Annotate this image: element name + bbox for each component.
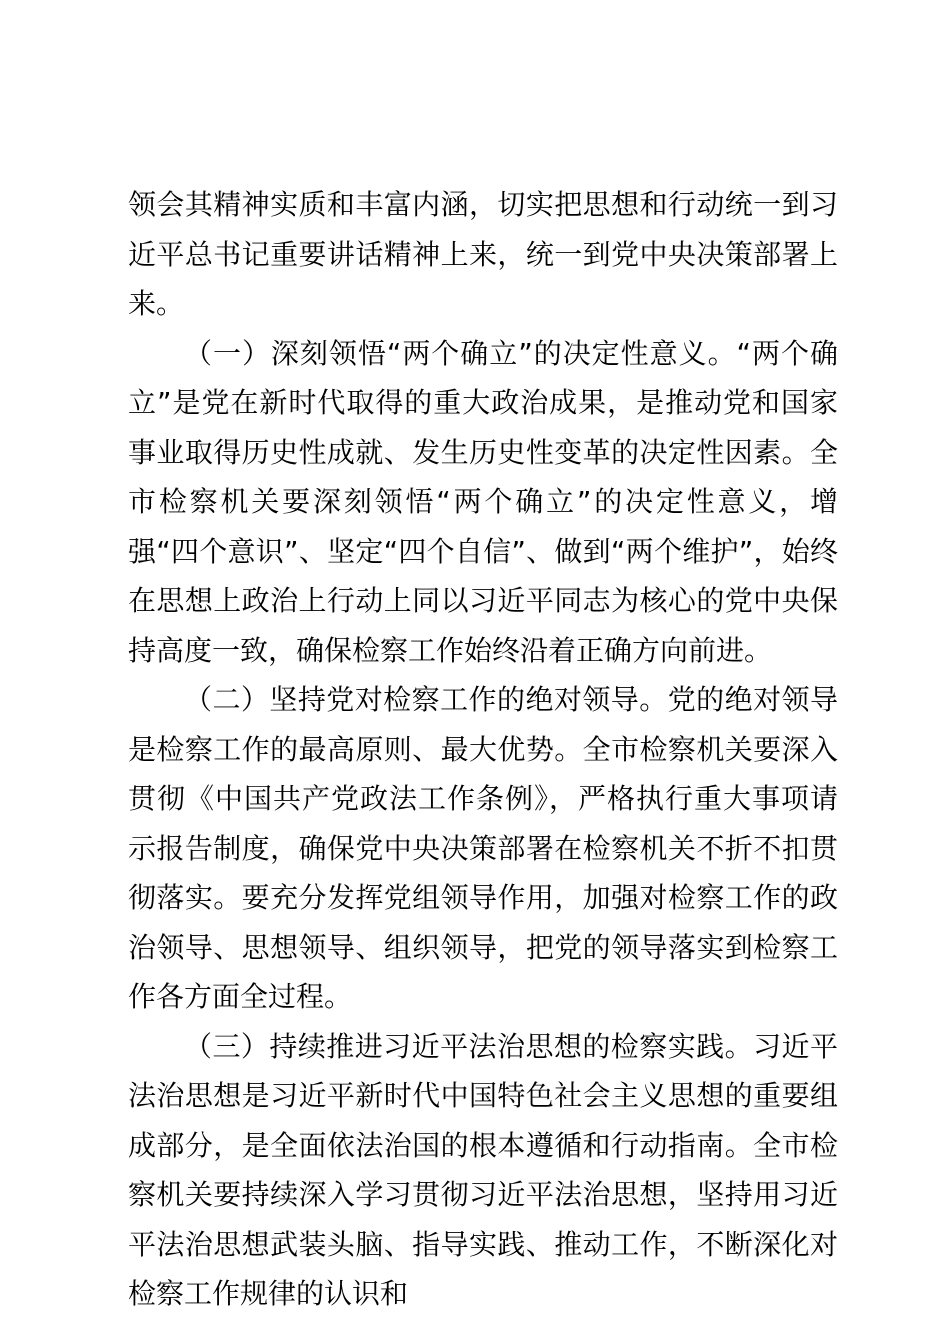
paragraph-section-2: （二）坚持党对检察工作的绝对领导。党的绝对领导是检察工作的最高原则、最大优势。全市检察机关要深入贯彻《中国共产党政法工作条例》，严格执行重大事项请示报告制度，确保党中央决策部署在检察机关不折不扣贯彻落实。要充分发挥党组领导作用，加强对检察工作的政治领导、思想领导、组织领导，把党的领导落实到检察工作各方面全过程。 [128, 683, 838, 1013]
paragraph-section-3: （三）持续推进习近平法治思想的检察实践。习近平法治思想是习近平新时代中国特色社会主义思想的重要组成部分，是全面依法治国的根本遵循和行动指南。全市检察机关要持续深入学习贯彻习近平法治思想，坚持用习近平法治思想武装头脑、指导实践、推动工作，不断深化对检察工作规律的认识和 [128, 1029, 838, 1310]
paragraph-section-1: （一）深刻领悟“两个确立”的决定性意义。“两个确立”是党在新时代取得的重大政治成果，是推动党和国家事业取得历史性成就、发生历史性变革的决定性因素。全市检察机关要深刻领悟“两个确立”的决定性意义，增强“四个意识”、坚定“四个自信”、做到“两个维护”，始终在思想上政治上行动上同以习近平同志为核心的党中央保持高度一致，确保检察工作始终沿着正确方向前进。 [128, 336, 838, 667]
paragraph-continuation: 领会其精神实质和丰富内涵，切实把思想和行动统一到习近平总书记重要讲话精神上来，统一到党中央决策部署上来。 [128, 188, 838, 320]
document-body [128, 180, 838, 1319]
